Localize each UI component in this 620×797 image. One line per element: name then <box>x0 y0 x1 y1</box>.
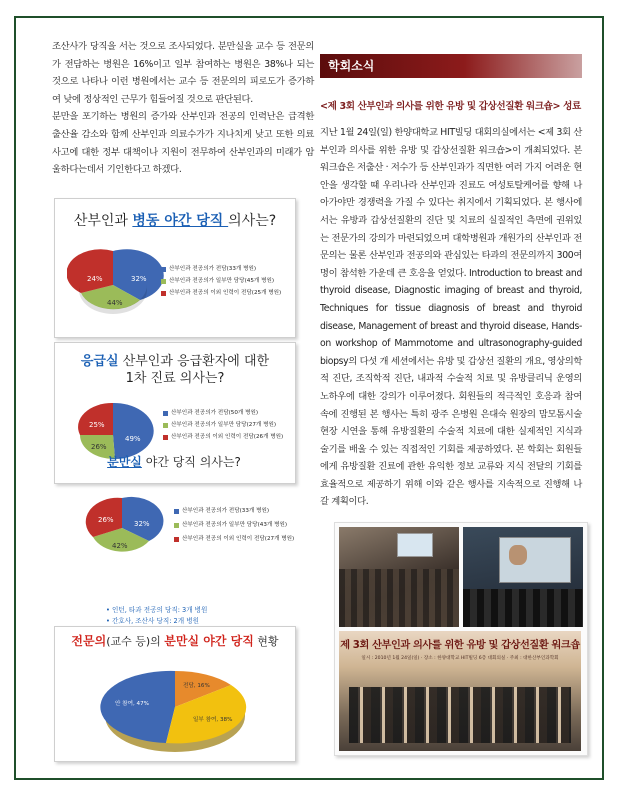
legend-item <box>163 431 283 443</box>
chart-title-part: 의사는? <box>228 213 277 229</box>
pie-chart <box>80 482 180 582</box>
data-label: 25% <box>89 421 105 429</box>
chart-title <box>55 213 295 230</box>
banner-subtitle: 일시 : 2010년 1월 24일(일) · 장소 : 한양대학교 HIT빌딩 6층 대회의실 · 주최 : 대한산부인과학회 <box>361 656 559 661</box>
left-article <box>52 38 314 179</box>
legend-label: 산부인과 전공의가 일부만 담당(27개 병원) <box>171 422 277 428</box>
legend-item <box>174 518 294 532</box>
note-item: • 간호사, 조산사 당직: 2개 병원 <box>106 616 199 625</box>
data-label: 44% <box>107 299 123 307</box>
legend-item <box>161 263 281 275</box>
data-label: 42% <box>112 542 128 550</box>
pie-slice-red <box>67 249 113 293</box>
legend-item <box>174 504 294 518</box>
chart-title-part: 산부인과 <box>73 213 133 229</box>
data-label: 안 참여, 47% <box>115 701 149 707</box>
chart-title-highlight: 응급실 <box>80 354 119 369</box>
chart-title-highlight: 전문의 <box>71 634 107 648</box>
chart-title-highlight: 분만실 <box>107 455 142 469</box>
chart-delivery-night-duty <box>54 444 294 626</box>
chart-legend <box>174 504 294 546</box>
photo-collage <box>334 522 588 756</box>
photo-audience <box>339 527 459 627</box>
chart-title <box>55 633 295 650</box>
pie-chart <box>75 657 275 757</box>
legend-label: 산부인과 전공의가 전담(50개 병원) <box>171 410 259 416</box>
data-label: 26% <box>98 516 114 524</box>
photo-lecture <box>463 527 583 627</box>
data-label: 전담, 16% <box>183 683 210 689</box>
legend-label: 산부인과 전공의 이외 인력이 전담(26개 병원) <box>171 434 284 440</box>
legend-label: 산부인과 전공의 이외 인력이 전담(27개 병원) <box>182 536 295 542</box>
chart-title <box>55 353 295 387</box>
legend-item <box>161 275 281 287</box>
photo-group <box>339 631 581 751</box>
article-title: <제 3회 산부인과 의사를 위한 유방 및 갑상선질환 워크숍> 성료 <box>320 101 581 112</box>
legend-item <box>161 287 281 299</box>
legend-item <box>163 407 283 419</box>
data-label: 32% <box>131 275 147 283</box>
chart-specialist-night-duty <box>54 626 296 762</box>
data-label: 32% <box>134 520 150 528</box>
legend-label: 산부인과 전공의가 전담(33개 병원) <box>169 266 257 272</box>
chart-title-highlight: 병동 야간 당직 <box>132 213 229 229</box>
left-paragraph-2: 분만을 포기하는 병원의 증가와 산부인과 전공의 인력난은 급격한 출산율 감소와 함께 산부인과 의료수가가 지나치게 낮고 또한 의료 사고에 대한 정부 대책이나 지원이 전무하여 산부인과의 미래가 암울하다는데서 기인한다고 하겠다. <box>52 111 314 176</box>
chart-title <box>54 454 294 471</box>
chart-title-highlight: 분만실 야간 당직 <box>164 634 254 648</box>
chart-legend <box>161 263 281 299</box>
legend-label: 산부인과 전공의 이외 인력이 전담(25개 병원) <box>169 290 282 296</box>
chart-title-part: 야간 당직 의사는? <box>141 455 241 469</box>
chart-ward-night-duty <box>54 198 296 338</box>
legend-label: 산부인과 전공의가 일부만 담당(45개 병원) <box>169 278 275 284</box>
legend-label: 산부인과 전공의가 전담(33개 병원) <box>182 508 270 514</box>
legend-label: 산부인과 전공의가 일부만 담당(43개 병원) <box>182 522 288 528</box>
chart-legend <box>163 407 283 443</box>
note-item: • 인턴, 타과 전공의 당직: 3개 병원 <box>106 606 208 614</box>
banner-title: 제 3회 산부인과 의사를 위한 유방 및 갑상선질환 워크숍 <box>340 640 580 651</box>
chart-title-part: 산부인과 응급환자에 대한 <box>118 354 270 369</box>
section-header: 학회소식 <box>320 54 582 78</box>
chart-title-part: 1차 진료 의사는? <box>125 371 225 386</box>
data-label: 26% <box>91 443 107 451</box>
legend-item <box>163 419 283 431</box>
pie-slice-red <box>78 403 113 435</box>
pie-chart <box>67 235 167 335</box>
article-body: 지난 1월 24일(일) 한양대학교 HIT빌딩 대회의실에서는 <제 3회 산부인과 의사를 위한 유방 및 갑상선질환 워크숍>이 개최되었다. 본 워크숍은 저출산 · 저수가 등 산부인과가 직면한 여러 가지 어려운 현안을 생각할 때 우리나라 산부인과 진료도 여성토탈케어를 향해 나아가야만 경쟁력을 가질 수 있다는 취지에서 기획되었다. 본 행사에서는 유방과 갑상선질환의 진단 및 치료의 실질적인 측면에 권위있는 전문가의 강의가 마련되었으며 대학병원과 개원가의 산부인과 전문의는 물론 산부인과 전공의와 관심있는 타과의 전문의까지 300여명이 참석한 가운데 큰 호응을 얻었다. Introduction to breast and thyroid disease, Diagnostic imaging of breast and thyroid, Techniques for tissue diagnosis of breast and thyroid disease, Management of breast and thyroid disease, Hands-on workshop of Mammotome and ultrasonography-guided biopsy의 다섯 개 세션에서는 유방 및 갑상선 질환의 개요, 영상의학적 진단, 조직학적 진단, 내과적 수술적 치료 및 유방클리닉 운영의 노하우에 대한 강의가 이루어졌다. 회원들의 적극적인 호응과 참여 속에 진행된 본 행사는 특히 광주 은병원 은대숙 원장의 맘모톰시술 현장 시연을 통해 유방질환의 수술적 치료에 대한 실제적인 지식과 술기를 배울 수 있는 직접적인 기회를 제공하였다. 본 학회는 회원들에게 유방질환 진료에 관한 유익한 정보 교류와 지식 전달의 기회를 효율적으로 제공하기 위해 이와 같은 행사를 지속적으로 진행해 나갈 계획이다. <box>320 127 582 508</box>
right-article <box>320 54 582 511</box>
left-paragraph-1: 조산사가 당직을 서는 것으로 조사되었다. 분만실을 교수 등 전문의가 전담하는 병원은 16%이고 일부 참여하는 병원은 38%나 되는 것으로 나타나 이런 병원에서는 교수 등 전문의의 피로도가 증가하여 낮에 정상적인 근무가 힘들어질 것으로 판단된다. <box>52 41 314 105</box>
chart-title-part: (교수 등)의 <box>106 635 165 648</box>
chart-title-part: 현황 <box>253 635 279 648</box>
data-label: 49% <box>125 435 141 443</box>
data-label: 일부 참여, 38% <box>193 717 233 723</box>
data-label: 24% <box>87 275 103 283</box>
legend-item <box>174 532 294 546</box>
